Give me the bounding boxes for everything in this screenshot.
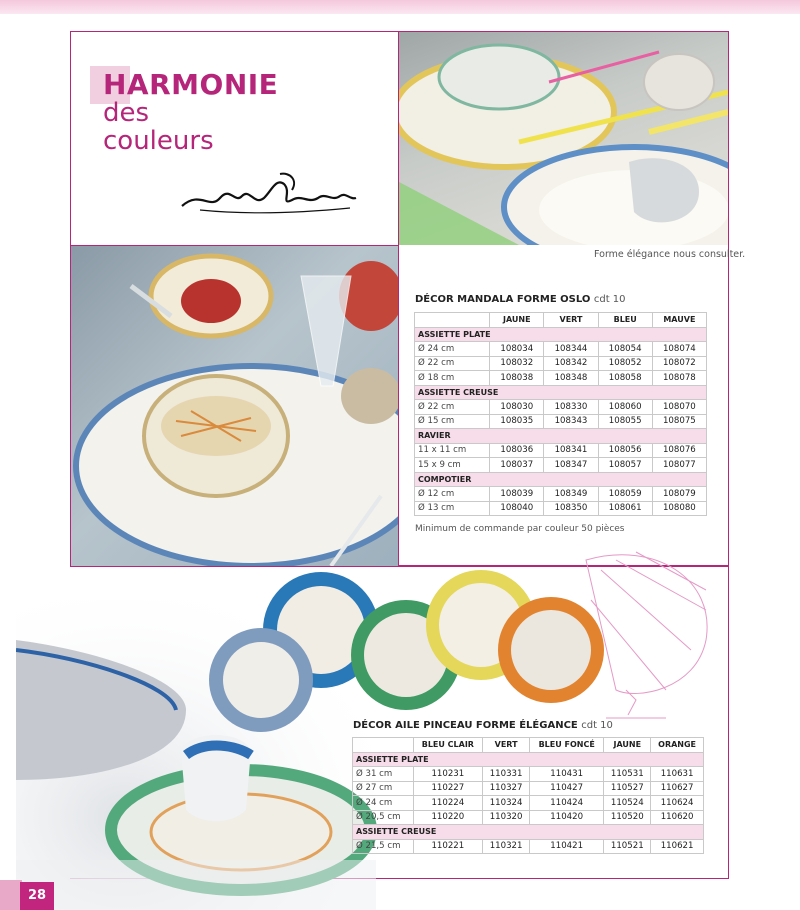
size-cell: Ø 22 cm bbox=[415, 356, 490, 371]
reference-cell: 108072 bbox=[652, 356, 706, 371]
table1-title-text: DÉCOR MANDALA FORME OSLO bbox=[415, 294, 591, 305]
reference-cell: 108058 bbox=[598, 371, 652, 386]
reference-cell: 108080 bbox=[652, 501, 706, 516]
reference-cell: 108344 bbox=[544, 342, 598, 357]
reference-cell: 110331 bbox=[483, 767, 530, 782]
reference-cell: 108342 bbox=[544, 356, 598, 371]
reference-cell: 108075 bbox=[652, 414, 706, 429]
table-row bbox=[353, 767, 704, 782]
reference-cell: 108030 bbox=[490, 400, 544, 415]
reference-cell: 108078 bbox=[652, 371, 706, 386]
section-row bbox=[353, 825, 704, 840]
section-label: COMPOTIER bbox=[415, 472, 707, 487]
section-label: ASSIETTE PLATE bbox=[415, 327, 707, 342]
size-cell: 11 x 11 cm bbox=[415, 443, 490, 458]
photo-tableware-yellow bbox=[399, 32, 728, 245]
reference-cell: 110224 bbox=[413, 796, 483, 811]
table-row bbox=[353, 839, 704, 854]
table1-title bbox=[415, 294, 626, 305]
reference-cell: 110327 bbox=[483, 781, 530, 796]
page-corner-strip bbox=[0, 880, 22, 910]
section-label: ASSIETTE CREUSE bbox=[353, 825, 704, 840]
table-row bbox=[415, 356, 707, 371]
reference-cell: 108057 bbox=[598, 458, 652, 473]
column-header: MAUVE bbox=[652, 313, 706, 328]
reference-cell: 108032 bbox=[490, 356, 544, 371]
reference-cell: 110420 bbox=[530, 810, 604, 825]
table-row bbox=[415, 400, 707, 415]
order-minimum-note: Minimum de commande par couleur 50 pièces bbox=[415, 524, 625, 534]
reference-cell: 110620 bbox=[651, 810, 704, 825]
reference-cell: 108060 bbox=[598, 400, 652, 415]
section-row bbox=[415, 327, 707, 342]
reference-cell: 110531 bbox=[604, 767, 651, 782]
page-subtitle-line1: des bbox=[103, 98, 150, 128]
top-gradient-bar bbox=[0, 0, 800, 14]
column-header: BLEU bbox=[598, 313, 652, 328]
size-cell: Ø 15 cm bbox=[415, 414, 490, 429]
table-row bbox=[415, 414, 707, 429]
page-subtitle-line2: couleurs bbox=[103, 126, 214, 156]
reference-cell: 110220 bbox=[413, 810, 483, 825]
size-cell: Ø 13 cm bbox=[415, 501, 490, 516]
section-row bbox=[353, 752, 704, 767]
reference-cell: 110627 bbox=[651, 781, 704, 796]
reference-cell: 108036 bbox=[490, 443, 544, 458]
reference-cell: 110221 bbox=[413, 839, 483, 854]
column-header bbox=[353, 738, 414, 753]
reference-cell: 108059 bbox=[598, 487, 652, 502]
reference-cell: 108077 bbox=[652, 458, 706, 473]
reference-cell: 110520 bbox=[604, 810, 651, 825]
column-header: JAUNE bbox=[490, 313, 544, 328]
reference-cell: 108052 bbox=[598, 356, 652, 371]
column-header: JAUNE bbox=[604, 738, 651, 753]
photo-tableware-blue bbox=[71, 246, 398, 566]
reference-cell: 108035 bbox=[490, 414, 544, 429]
reference-cell: 108348 bbox=[544, 371, 598, 386]
size-cell: Ø 22 cm bbox=[415, 400, 490, 415]
table2-title bbox=[353, 720, 613, 731]
section-row bbox=[415, 429, 707, 444]
size-cell: Ø 24 cm bbox=[353, 796, 414, 811]
reference-cell: 108079 bbox=[652, 487, 706, 502]
reference-cell: 108350 bbox=[544, 501, 598, 516]
table-row bbox=[415, 371, 707, 386]
reference-cell: 110424 bbox=[530, 796, 604, 811]
reference-cell: 110524 bbox=[604, 796, 651, 811]
section-label: ASSIETTE PLATE bbox=[353, 752, 704, 767]
page-number: 28 bbox=[20, 882, 54, 910]
table-header-row bbox=[415, 313, 707, 328]
table-row bbox=[415, 487, 707, 502]
size-cell: Ø 20,5 cm bbox=[353, 810, 414, 825]
reference-cell: 110624 bbox=[651, 796, 704, 811]
table2-cdt: cdt 10 bbox=[581, 720, 613, 731]
table-pinceau-elegance bbox=[352, 737, 704, 854]
reference-cell: 108347 bbox=[544, 458, 598, 473]
table-header-row bbox=[353, 738, 704, 753]
table-mandala-oslo bbox=[414, 312, 707, 516]
reference-cell: 110521 bbox=[604, 839, 651, 854]
reference-cell: 108037 bbox=[490, 458, 544, 473]
brand-logo bbox=[180, 170, 360, 220]
size-cell: Ø 12 cm bbox=[415, 487, 490, 502]
column-header: VERT bbox=[483, 738, 530, 753]
size-cell: Ø 31 cm bbox=[353, 767, 414, 782]
size-cell: 15 x 9 cm bbox=[415, 458, 490, 473]
reference-cell: 108040 bbox=[490, 501, 544, 516]
size-cell: Ø 18 cm bbox=[415, 371, 490, 386]
table-row bbox=[353, 781, 704, 796]
photo-caption: Forme élégance nous consulter. bbox=[594, 249, 746, 260]
section-label: RAVIER bbox=[415, 429, 707, 444]
column-header bbox=[415, 313, 490, 328]
reference-cell: 110427 bbox=[530, 781, 604, 796]
reference-cell: 110527 bbox=[604, 781, 651, 796]
reference-cell: 108349 bbox=[544, 487, 598, 502]
reference-cell: 108061 bbox=[598, 501, 652, 516]
reference-cell: 108038 bbox=[490, 371, 544, 386]
section-row bbox=[415, 472, 707, 487]
table-row bbox=[353, 810, 704, 825]
reference-cell: 108070 bbox=[652, 400, 706, 415]
table1-cdt: cdt 10 bbox=[593, 294, 626, 305]
reference-cell: 108343 bbox=[544, 414, 598, 429]
reference-cell: 108055 bbox=[598, 414, 652, 429]
section-row bbox=[415, 385, 707, 400]
reference-cell: 110324 bbox=[483, 796, 530, 811]
table2-title-text: DÉCOR AILE PINCEAU FORME ÉLÉGANCE bbox=[353, 720, 578, 731]
size-cell: Ø 27 cm bbox=[353, 781, 414, 796]
reference-cell: 110431 bbox=[530, 767, 604, 782]
section-label: ASSIETTE CREUSE bbox=[415, 385, 707, 400]
reference-cell: 108056 bbox=[598, 443, 652, 458]
column-header: VERT bbox=[544, 313, 598, 328]
table-row bbox=[415, 342, 707, 357]
table-row bbox=[415, 458, 707, 473]
reference-cell: 108341 bbox=[544, 443, 598, 458]
column-header: BLEU CLAIR bbox=[413, 738, 483, 753]
reference-cell: 108074 bbox=[652, 342, 706, 357]
table-row bbox=[415, 501, 707, 516]
reference-cell: 108054 bbox=[598, 342, 652, 357]
reference-cell: 110231 bbox=[413, 767, 483, 782]
reference-cell: 108034 bbox=[490, 342, 544, 357]
reference-cell: 110421 bbox=[530, 839, 604, 854]
table-row bbox=[353, 796, 704, 811]
reference-cell: 110621 bbox=[651, 839, 704, 854]
reference-cell: 110320 bbox=[483, 810, 530, 825]
reference-cell: 108039 bbox=[490, 487, 544, 502]
column-header: ORANGE bbox=[651, 738, 704, 753]
reference-cell: 110321 bbox=[483, 839, 530, 854]
size-cell: Ø 21,5 cm bbox=[353, 839, 414, 854]
table-row bbox=[415, 443, 707, 458]
column-header: BLEU FONCÉ bbox=[530, 738, 604, 753]
page-title: HARMONIE bbox=[103, 68, 279, 101]
reference-cell: 110227 bbox=[413, 781, 483, 796]
reference-cell: 110631 bbox=[651, 767, 704, 782]
reference-cell: 108076 bbox=[652, 443, 706, 458]
reference-cell: 108330 bbox=[544, 400, 598, 415]
size-cell: Ø 24 cm bbox=[415, 342, 490, 357]
